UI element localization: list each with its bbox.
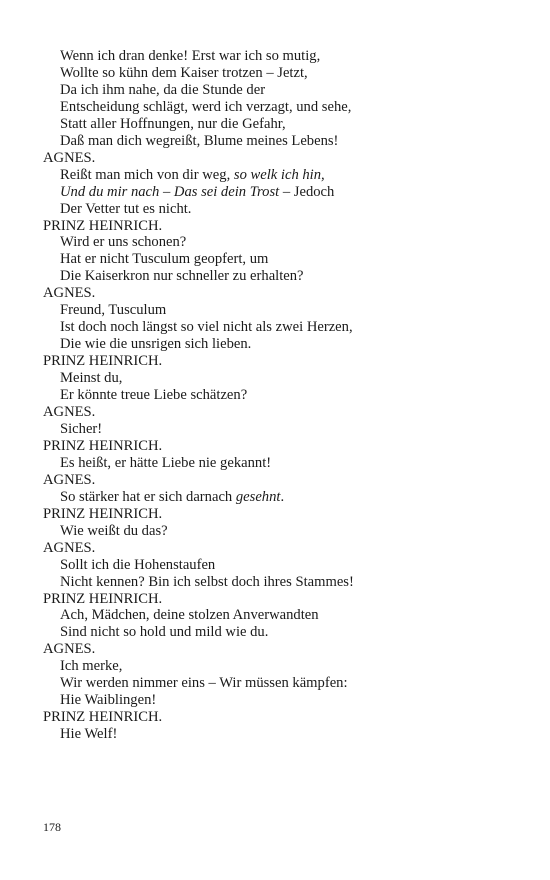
verse-line [43,48,523,65]
line-text: Es heißt, er hätte Liebe nie gekannt! [60,454,272,471]
line-text: PRINZ HEINRICH. [43,217,163,234]
verse-line [43,607,523,624]
line-text: PRINZ HEINRICH. [43,709,163,726]
speaker-name [43,285,523,302]
verse-line [43,336,523,353]
line-text: Meinst du, [60,370,123,387]
verse-line [43,99,523,116]
line-text: Sicher! [60,420,103,437]
verse-line [43,65,523,82]
line-text: Die wie die unsrigen sich lieben. [60,336,252,353]
line-text: Wir werden nimmer eins – Wir müssen kämpfen: [60,675,348,692]
line-text: AGNES. [43,641,96,658]
verse-line [43,557,523,574]
line-text: Wird er uns schonen? [60,234,187,251]
drama-text [43,48,523,743]
line-text: PRINZ HEINRICH. [43,590,163,607]
line-text: Entscheidung schlägt, werd ich verzagt, und sehe, [60,98,352,115]
line-text: Wenn ich dran denke! Erst war ich so mutig, [60,48,321,64]
speaker-name [43,438,523,455]
verse-line [43,523,523,540]
verse-line [43,489,523,506]
line-text: PRINZ HEINRICH. [43,437,163,454]
line-text: Wie weißt du das? [60,522,168,539]
emphasized-text: so welk ich hin, [233,166,325,183]
line-text: AGNES. [43,285,96,302]
speaker-name [43,472,523,489]
line-text: . [280,488,285,505]
line-text: AGNES. [43,404,96,421]
speaker-name [43,709,523,726]
verse-line [43,726,523,743]
line-text: Hie Welf! [60,726,118,743]
line-text: – Jedoch [279,183,335,200]
line-text: Die Kaiserkron nur schneller zu erhalten? [60,268,304,285]
speaker-name [43,218,523,235]
verse-line [43,234,523,251]
line-text: Der Vetter tut es nicht. [60,200,192,217]
speaker-name [43,404,523,421]
line-text: Ich merke, [60,658,123,675]
page-number: 178 [43,820,61,834]
verse-line [43,692,523,709]
verse-line [43,455,523,472]
verse-line [43,302,523,319]
verse-line [43,116,523,133]
verse-line [43,319,523,336]
line-text: PRINZ HEINRICH. [43,505,163,522]
line-text: Ist doch noch längst so viel nicht als zwei Herzen, [60,319,353,336]
line-text: Sollt ich die Hohenstaufen [60,556,216,573]
line-text: AGNES. [43,149,96,166]
verse-line [43,675,523,692]
line-text: AGNES. [43,539,96,556]
speaker-name [43,641,523,658]
line-text: Er könnte treue Liebe schätzen? [60,387,248,404]
line-text: So stärker hat er sich darnach [60,488,236,505]
verse-line [43,167,523,184]
line-text: Statt aller Hoffnungen, nur die Gefahr, [60,115,286,132]
line-text: Freund, Tusculum [60,302,167,319]
line-text: Reißt man mich von dir weg, [60,166,234,183]
speaker-name [43,591,523,608]
verse-line [43,574,523,591]
line-text: AGNES. [43,471,96,488]
speaker-name [43,506,523,523]
speaker-name [43,353,523,370]
verse-line [43,624,523,641]
verse-line [43,421,523,438]
verse-line [43,82,523,99]
line-text: Da ich ihm nahe, da die Stunde der [60,81,266,98]
line-text: Sind nicht so hold und mild wie du. [60,624,269,641]
verse-line [43,387,523,404]
line-text: Hat er nicht Tusculum geopfert, um [60,251,269,268]
line-text: Hie Waiblingen! [60,692,157,709]
verse-line [43,201,523,218]
line-text: Ach, Mädchen, deine stolzen Anverwandten [60,607,319,624]
line-text: Nicht kennen? Bin ich selbst doch ihres Stammes! [60,573,354,590]
verse-line [43,370,523,387]
emphasized-text: Und du mir nach – Das sei dein Trost [60,183,280,200]
speaker-name [43,150,523,167]
emphasized-text: gesehnt [235,488,281,505]
verse-line [43,251,523,268]
verse-line [43,268,523,285]
line-text: PRINZ HEINRICH. [43,353,163,370]
line-text: Wollte so kühn dem Kaiser trotzen – Jetzt, [60,64,308,81]
verse-line [43,184,523,201]
line-text: Daß man dich wegreißt, Blume meines Lebens! [60,132,339,149]
verse-line [43,658,523,675]
verse-line [43,133,523,150]
speaker-name [43,540,523,557]
